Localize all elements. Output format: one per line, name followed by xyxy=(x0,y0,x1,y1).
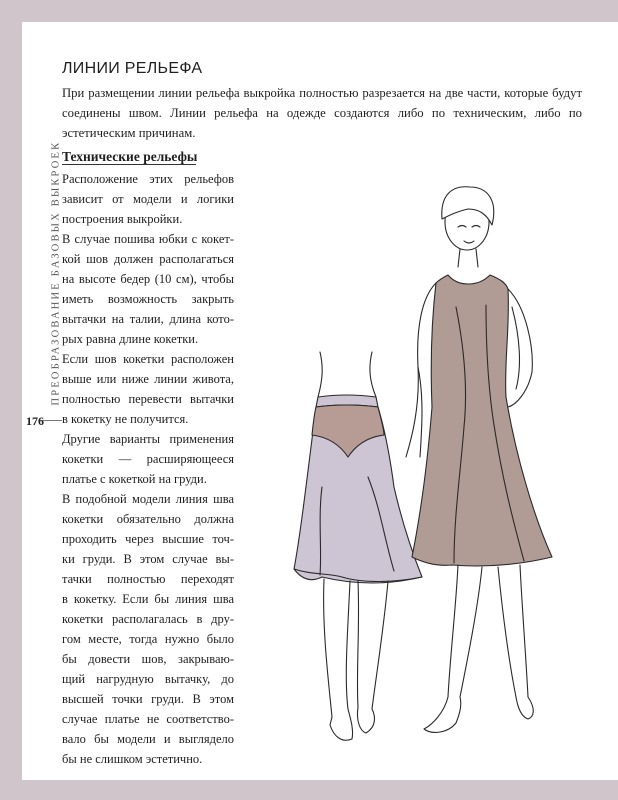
intro-paragraph: При размещении линии рельефа выкройка полностью разрезается на две части, которые будут соединены швом. Линии рельефа на одежде создаются либо по техническим, либо по эстетическим причинам. xyxy=(62,86,582,140)
body-line: Если шов кокетки расположен xyxy=(62,352,234,366)
body-line: кокетки располагалась в дру- xyxy=(62,612,234,626)
body-line: иметь возможность закрыть xyxy=(62,292,234,306)
dress-figure-left-shoe xyxy=(424,697,461,732)
dress-figure-right-leg xyxy=(498,567,516,697)
running-section-title: ПРЕОБРАЗОВАНИЕ БАЗОВЫХ ВЫКРОЕК xyxy=(50,140,62,406)
body-line: полностью перевести вытачки xyxy=(62,392,234,406)
dress-figure-right-arm xyxy=(512,307,519,389)
skirt-figure-left-leg xyxy=(324,579,332,725)
body-line: в кокетку. Если бы линия шва xyxy=(62,592,234,606)
skirt-figure-torso-right xyxy=(370,352,376,397)
body-line: в кокетку не получится. xyxy=(62,412,189,426)
page-number: 176 xyxy=(26,414,44,428)
body-line: проходить через высшие точ- xyxy=(62,532,234,546)
body-line: платье с кокеткой на груди. xyxy=(62,472,207,486)
body-line: кокетки — расширяющееся xyxy=(62,452,234,466)
body-line: вытачки на талии, длина кото- xyxy=(62,312,234,326)
fashion-illustration xyxy=(272,157,612,757)
body-line: рых равна длине кокетки. xyxy=(62,332,199,346)
body-line: Расположение этих рельефов xyxy=(62,172,234,186)
body-line: на высоте бедер (10 см), чтобы xyxy=(62,272,234,286)
body-line: тачки полностью переходят xyxy=(62,572,234,586)
body-line: кой шов должен располагаться xyxy=(62,252,234,266)
body-line: выше или ниже линии живота, xyxy=(62,372,234,386)
skirt-figure-torso-left xyxy=(318,352,322,397)
skirt-figure-right-leg xyxy=(357,581,358,707)
body-line: гом месте, тогда нужно было xyxy=(62,632,234,646)
dress-figure-hair xyxy=(442,187,494,225)
skirt-figure-left-leg xyxy=(346,581,350,709)
body-line: вало бы модели и выглядело xyxy=(62,732,234,746)
skirt-figure-right-shoe xyxy=(357,707,374,733)
body-line: бы довести шов, закрываю- xyxy=(62,652,234,666)
body-line: В случае пошива юбки с кокет- xyxy=(62,232,234,246)
section-subtitle: Технические рельефы xyxy=(62,149,198,164)
dress-figure xyxy=(406,187,552,733)
book-page xyxy=(22,22,618,780)
body-text-column xyxy=(62,169,234,769)
skirt-figure-right-leg xyxy=(372,581,388,709)
body-line: Другие варианты применения xyxy=(62,432,234,446)
page-title: ЛИНИИ РЕЛЬЕФА xyxy=(62,60,203,77)
dress-figure-right-leg xyxy=(520,565,528,697)
body-line: построения выкройки. xyxy=(62,212,183,226)
body-line: бы не слишком эстетично. xyxy=(62,752,203,766)
skirt-figure xyxy=(294,352,422,740)
dress-figure-left-leg xyxy=(448,565,458,697)
body-line: ки груди. В этом случае вы- xyxy=(62,552,234,566)
dress-figure-right-shoe xyxy=(516,697,533,719)
dress-figure-neck xyxy=(458,249,478,267)
body-line: В подобной модели линия шва xyxy=(62,492,234,506)
body-line: высшей точки груди. В этом xyxy=(62,692,234,706)
dress-figure-left-leg xyxy=(460,567,482,697)
dress-figure-mouth xyxy=(464,241,474,243)
dress-body xyxy=(412,275,552,566)
skirt-figure-left-shoe xyxy=(330,709,353,740)
dress-figure-eyes xyxy=(458,226,480,228)
body-line: случае платье не соответство- xyxy=(62,712,234,726)
body-line: зависит от модели и логики xyxy=(62,192,234,206)
subtitle-underline xyxy=(62,164,196,165)
body-line: щий нагрудную вытачку, до xyxy=(62,672,234,686)
body-line: кокетки обязательно должна xyxy=(62,512,234,526)
